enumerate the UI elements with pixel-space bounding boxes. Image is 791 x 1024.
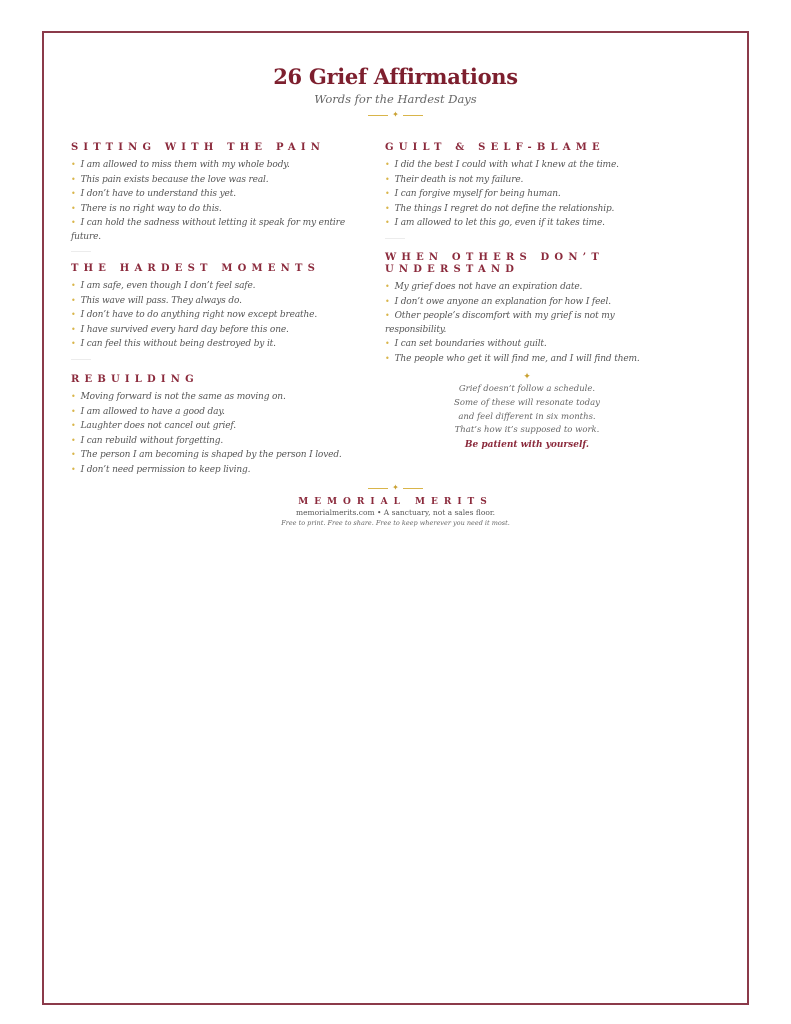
- bullet-icon: •: [71, 406, 76, 416]
- bullet-icon: •: [71, 295, 76, 305]
- sparkle-icon: ✦: [392, 110, 399, 119]
- ornament-line-left: [368, 115, 388, 116]
- header-ornament: [0, 110, 791, 120]
- list-item: [71, 158, 371, 173]
- affirmation-text: The people who get it will find me, and I will find them.: [394, 353, 640, 364]
- site-line: memorialmerits.com • A sanctuary, not a sales floor.: [295, 508, 496, 517]
- affirmation-text: I don’t have to do anything right now except breathe.: [80, 310, 318, 320]
- affirmation-text: There is no right way to do this.: [80, 203, 222, 214]
- closing-quote: [412, 371, 642, 452]
- affirmation-list: [71, 390, 371, 477]
- bullet-icon: •: [385, 282, 390, 291]
- list-item: [71, 448, 371, 463]
- bullet-icon: •: [385, 160, 390, 169]
- list-item: [71, 202, 371, 217]
- brand-name: MEMORIAL MERITS: [298, 497, 493, 507]
- affirmation-text: I don’t have to understand this yet.: [80, 189, 236, 199]
- section-title: SITTING WITH THE PAIN: [71, 142, 326, 153]
- list-item: [71, 337, 371, 352]
- bullet-icon: •: [385, 203, 390, 213]
- list-item: [385, 187, 685, 202]
- list-item: [71, 390, 371, 405]
- affirmation-text: I can set boundaries without guilt.: [394, 339, 547, 349]
- bullet-icon: •: [71, 310, 76, 319]
- bullet-icon: •: [71, 464, 76, 474]
- affirmation-text: Their death is not my failure.: [394, 174, 524, 185]
- section-rebuilding: [71, 374, 371, 477]
- affirmation-text: Moving forward is not the same as moving on.: [80, 392, 286, 402]
- ornament-line-right: [403, 115, 423, 116]
- list-item: [71, 187, 371, 202]
- list-item: [385, 352, 685, 367]
- section-sitting-with-the-pain: [71, 142, 371, 252]
- section-divider: [71, 359, 91, 360]
- affirmation-text: I can hold the sadness without letting it speak for my entire future.: [71, 218, 345, 242]
- affirmation-text: This wave will pass. They always do.: [80, 295, 242, 306]
- bullet-icon: •: [71, 218, 76, 227]
- section-title: THE HARDEST MOMENTS: [71, 263, 321, 274]
- affirmation-text: I am allowed to miss them with my whole body.: [80, 160, 290, 170]
- ornament-line-right: [403, 488, 423, 489]
- bullet-icon: •: [71, 189, 76, 198]
- list-item: [71, 434, 371, 449]
- bullet-icon: •: [385, 339, 390, 348]
- bullet-icon: •: [385, 218, 390, 227]
- affirmation-text: I don’t owe anyone an explanation for how I feel.: [394, 296, 611, 307]
- list-item: [71, 419, 371, 434]
- section-when-others-dont-understand: [385, 252, 645, 366]
- affirmation-text: Other people’s discomfort with my grief is not my responsibility.: [385, 311, 615, 335]
- list-item: [385, 216, 685, 231]
- ornament-line-left: [368, 488, 388, 489]
- bullet-icon: •: [71, 160, 76, 169]
- affirmation-text: My grief does not have an expiration date.: [394, 282, 583, 292]
- bullet-icon: •: [71, 392, 76, 401]
- affirmation-text: The things I regret do not define the relationship.: [394, 203, 615, 214]
- affirmation-text: I am allowed to let this go, even if it takes time.: [394, 218, 605, 228]
- bullet-icon: •: [385, 189, 390, 198]
- list-item: [71, 279, 371, 294]
- bullet-icon: •: [71, 435, 76, 445]
- affirmation-list: [385, 280, 645, 366]
- list-item: [385, 280, 645, 295]
- list-item: [385, 309, 645, 337]
- section-the-hardest-moments: [71, 263, 371, 360]
- section-title: WHEN OTHERS DON’T UNDERSTAND: [385, 252, 605, 275]
- affirmation-text: I can forgive myself for being human.: [394, 189, 561, 199]
- affirmation-text: I can rebuild without forgetting.: [80, 435, 224, 446]
- list-item: [385, 337, 645, 352]
- list-item: [385, 295, 645, 310]
- bullet-icon: •: [385, 311, 390, 320]
- quote-emphasis: Be patient with yourself.: [464, 440, 590, 451]
- list-item: [71, 405, 371, 420]
- affirmation-text: I have survived every hard day before this one.: [80, 324, 289, 335]
- bullet-icon: •: [71, 421, 76, 430]
- page-header: [0, 64, 791, 120]
- bullet-icon: •: [385, 174, 390, 184]
- list-item: [71, 463, 371, 478]
- affirmation-list: [385, 158, 685, 231]
- affirmation-text: The person I am becoming is shaped by the person I loved.: [80, 450, 342, 460]
- quote-line: Some of these will resonate today: [454, 397, 600, 408]
- affirmation-list: [71, 158, 371, 244]
- quote-line: That’s how it’s supposed to work.: [454, 425, 600, 436]
- list-item: [71, 216, 371, 244]
- section-title: GUILT & SELF-BLAME: [385, 142, 605, 153]
- affirmation-text: I don’t need permission to keep living.: [80, 464, 251, 475]
- bullet-icon: •: [385, 353, 390, 363]
- page-footer: [0, 480, 791, 528]
- list-item: [385, 202, 685, 217]
- affirmation-list: [71, 279, 371, 352]
- footer-ornament: [0, 483, 791, 493]
- bullet-icon: •: [385, 296, 390, 306]
- list-item: [71, 323, 371, 338]
- list-item: [71, 173, 371, 188]
- section-guilt-self-blame: [385, 142, 685, 239]
- sparkle-icon: ✦: [392, 483, 399, 492]
- affirmation-text: I am safe, even though I don’t feel safe.: [80, 281, 256, 291]
- bullet-icon: •: [71, 450, 76, 459]
- page-title: 26 Grief Affirmations: [273, 64, 518, 89]
- quote-line: Grief doesn’t follow a schedule.: [458, 384, 596, 394]
- bullet-icon: •: [71, 324, 76, 334]
- bullet-icon: •: [71, 281, 76, 290]
- bullet-icon: •: [71, 339, 76, 348]
- section-divider: [71, 251, 91, 252]
- list-item: [385, 173, 685, 188]
- quote-line: and feel different in six months.: [458, 411, 596, 422]
- affirmation-text: This pain exists because the love was real.: [80, 174, 269, 185]
- affirmation-text: I did the best I could with what I knew at the time.: [394, 160, 619, 170]
- bullet-icon: •: [71, 174, 76, 184]
- section-divider: [385, 238, 405, 239]
- affirmation-text: I am allowed to have a good day.: [80, 406, 225, 417]
- affirmation-text: Laughter does not cancel out grief.: [80, 421, 236, 431]
- tagline: Free to print. Free to share. Free to keep wherever you need it most.: [281, 519, 510, 527]
- list-item: [71, 308, 371, 323]
- sparkle-icon: ✦: [523, 372, 531, 382]
- list-item: [71, 294, 371, 309]
- list-item: [385, 158, 685, 173]
- bullet-icon: •: [71, 203, 76, 213]
- affirmation-text: I can feel this without being destroyed by it.: [80, 339, 276, 349]
- section-title: REBUILDING: [71, 374, 199, 385]
- page-subtitle: Words for the Hardest Days: [314, 92, 477, 106]
